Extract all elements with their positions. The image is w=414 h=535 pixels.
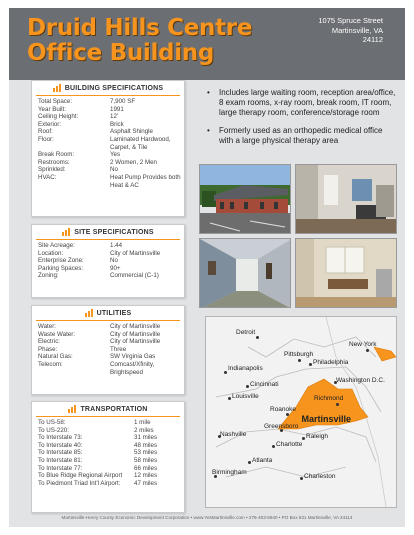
table-row <box>32 166 184 174</box>
spec-value: 1 mile <box>134 419 151 426</box>
table-row <box>32 427 184 435</box>
city-dot <box>298 359 301 362</box>
utilities-heading: UTILITIES <box>96 309 132 317</box>
spec-label: To US-58: <box>38 419 66 426</box>
building-specs-heading: BUILDING SPECIFICATIONS <box>64 84 164 92</box>
city-dot <box>336 403 339 406</box>
divider <box>36 239 180 240</box>
flyer-page <box>9 8 405 527</box>
regional-map <box>205 316 397 508</box>
spec-value: 12' <box>110 113 119 121</box>
bullet-text: Formerly used as an orthopedic medical office with a large physical therapy area <box>219 126 383 145</box>
table-row <box>32 465 184 473</box>
spec-value: 2 miles <box>134 426 154 434</box>
spec-label: Enterprise Zone: <box>38 257 84 265</box>
address-line-3: 24112 <box>362 35 383 44</box>
city-label-charleston: Charleston <box>304 473 336 480</box>
transportation-card <box>31 401 185 513</box>
table-row <box>32 136 184 151</box>
address-line-2: Martinsville, VA <box>331 25 383 35</box>
building-specs-card <box>31 80 185 217</box>
spec-value: 7,900 SF <box>110 98 136 105</box>
transportation-header <box>32 402 184 416</box>
spec-label: Floor: <box>38 135 54 143</box>
spec-label: To US-220: <box>38 426 69 434</box>
city-dot <box>286 413 289 416</box>
interior-office-photo <box>295 164 397 234</box>
bar-chart-icon <box>68 405 76 413</box>
table-row <box>32 338 184 346</box>
spec-value: 48 miles <box>134 441 158 449</box>
table-row <box>32 257 184 265</box>
table-row <box>32 151 184 159</box>
site-specs-heading: SITE SPECIFICATIONS <box>74 228 154 236</box>
header-banner <box>9 8 405 80</box>
city-label-richmond: Richmond <box>314 395 344 402</box>
utilities-table <box>32 323 184 376</box>
spec-label: Sprinkled: <box>38 166 66 174</box>
spec-value: Commercial (C-1) <box>110 272 159 280</box>
spec-label: To Blue Ridge Regional Airport <box>38 472 123 480</box>
city-dot <box>366 349 369 352</box>
table-row <box>32 331 184 339</box>
city-label-cincinnati: Cincinnati <box>250 381 279 388</box>
spec-label: Site Acreage: <box>38 242 75 249</box>
city-dot <box>248 461 251 464</box>
city-dot <box>224 371 227 374</box>
spec-label: Natural Gas: <box>38 353 73 361</box>
spec-value: Comcast/Xfinity, Brightspeed <box>110 360 155 376</box>
address-line-1: 1075 Spruce Street <box>318 16 383 25</box>
spec-label: To Interstate 40: <box>38 441 83 449</box>
list-item <box>207 126 397 146</box>
city-dot <box>228 397 231 400</box>
site-specs-table <box>32 242 184 280</box>
divider <box>36 416 180 417</box>
spec-value: 66 miles <box>134 464 158 472</box>
spec-value: City of Martinsville <box>110 330 161 338</box>
spec-value: 53 miles <box>134 449 158 457</box>
building-exterior-photo <box>199 164 291 234</box>
city-label-greensboro: Greensboro <box>264 423 299 430</box>
spec-label: Exterior: <box>38 120 62 128</box>
bar-chart-icon <box>85 309 93 317</box>
spec-label: Water: <box>38 323 56 330</box>
spec-value: 1.44 <box>110 242 123 249</box>
transportation-table <box>32 419 184 487</box>
city-label-raleigh: Raleigh <box>306 433 329 440</box>
site-specs-header <box>32 225 184 239</box>
city-dot <box>300 477 303 480</box>
city-label-atlanta: Atlanta <box>252 457 273 464</box>
footer-contact: Martinsville-Henry County Economic Development Corporation • www.YesMartinsville.com • 276-403-5940 • PO Box 631 Martinsville, VA 24114 <box>61 515 353 520</box>
table-row <box>32 250 184 258</box>
table-row <box>32 346 184 354</box>
spec-value: No <box>110 166 118 174</box>
list-item <box>207 88 397 118</box>
spec-label: To Interstate 81: <box>38 456 83 464</box>
city-label-philadelphia: Philadelphia <box>313 359 349 366</box>
spec-value: Asphalt Shingle <box>110 128 153 136</box>
spec-label: Waste Water: <box>38 330 76 338</box>
spec-value: 31 miles <box>134 434 158 442</box>
spec-label: To Interstate 77: <box>38 464 83 472</box>
table-row <box>32 106 184 114</box>
spec-label: Electric: <box>38 338 61 346</box>
star-icon: ✸ <box>294 414 302 424</box>
spec-value: SW Virginia Gas <box>110 353 156 361</box>
spec-label: Zoning: <box>38 272 59 280</box>
table-row <box>32 442 184 450</box>
spec-value: 2 Women, 2 Men <box>110 158 158 166</box>
bullet-text: Includes large waiting room, reception area/office, 8 exam rooms, x-ray room, break room, IT room, large therapy room, conference/storage room <box>219 88 396 117</box>
city-label-louisville: Louisville <box>232 393 259 400</box>
spec-label: Parking Spaces: <box>38 264 84 272</box>
spec-label: Location: <box>38 249 64 257</box>
martinsville-logo-text: Martinsville <box>301 414 352 424</box>
table-row <box>32 480 184 488</box>
feature-bullets <box>207 88 397 154</box>
building-specs-table <box>32 98 184 189</box>
transportation-heading: TRANSPORTATION <box>80 405 148 413</box>
table-row <box>32 449 184 457</box>
spec-label: HVAC: <box>38 173 57 181</box>
city-label-indianapolis: Indianapolis <box>228 365 263 372</box>
page-title <box>27 16 252 66</box>
spec-label: Break Room: <box>38 151 75 159</box>
table-row <box>32 457 184 465</box>
utilities-card <box>31 305 185 395</box>
spec-value: Heat Pump Provides both Heat & AC <box>110 173 181 189</box>
city-label-detroit: Detroit <box>236 329 256 336</box>
title-line-2: Office Building <box>27 40 215 66</box>
table-row <box>32 272 184 280</box>
spec-value: 47 miles <box>134 479 158 487</box>
spec-value: Three <box>110 345 127 353</box>
spec-label: Restrooms: <box>38 158 70 166</box>
spec-label: Ceiling Height: <box>38 113 79 121</box>
spec-value: Brick <box>110 120 124 128</box>
city-label-charlotte: Charlotte <box>276 441 303 448</box>
spec-label: Phase: <box>38 345 58 353</box>
table-row <box>32 419 184 427</box>
utilities-header <box>32 306 184 320</box>
divider <box>36 320 180 321</box>
table-row <box>32 128 184 136</box>
city-dot <box>272 445 275 448</box>
table-row <box>32 323 184 331</box>
building-specs-header <box>32 81 184 95</box>
table-row <box>32 353 184 361</box>
spec-label: To Interstate 85: <box>38 449 83 457</box>
spec-value: City of Martinsville <box>110 338 161 346</box>
table-row <box>32 434 184 442</box>
spec-value: Yes <box>110 151 121 159</box>
spec-label: Telecom: <box>38 360 63 368</box>
spec-value: City of Martinsville <box>110 323 161 330</box>
city-dot <box>302 437 305 440</box>
spec-label: Roof: <box>38 128 53 136</box>
bullet-icon: • <box>207 126 210 135</box>
city-dot <box>246 385 249 388</box>
bar-chart-icon <box>53 84 61 92</box>
bar-chart-icon <box>62 228 70 236</box>
table-row <box>32 121 184 129</box>
spec-label: To Piedmont Triad Int'l Airport: <box>38 479 121 487</box>
hallway-photo <box>199 238 291 308</box>
city-label-roanoke: Roanoke <box>270 406 297 413</box>
table-row <box>32 113 184 121</box>
divider <box>36 95 180 96</box>
bullet-icon: • <box>207 88 210 97</box>
title-line-1: Druid Hills Centre <box>27 15 253 41</box>
table-row <box>32 361 184 376</box>
spec-value: City of Martinsville <box>110 249 161 257</box>
city-label-nashville: Nashville <box>220 431 247 438</box>
city-dot <box>309 363 312 366</box>
spec-value: 12 miles <box>134 472 158 480</box>
table-row <box>32 265 184 273</box>
exam-room-photo <box>295 238 397 308</box>
spec-value: 90+ <box>110 264 121 272</box>
city-label-birmingham: Birmingham <box>212 469 247 476</box>
address-block <box>318 16 383 45</box>
city-label-pittsburgh: Pittsburgh <box>284 351 314 358</box>
city-label-washington: Washington D.C. <box>336 377 385 384</box>
table-row <box>32 174 184 189</box>
spec-value: No <box>110 257 118 265</box>
city-dot <box>256 336 259 339</box>
spec-label: To Interstate 73: <box>38 434 83 442</box>
table-row <box>32 98 184 106</box>
table-row <box>32 472 184 480</box>
spec-value: 1991 <box>110 105 124 113</box>
city-label-new-york: New York <box>349 341 377 348</box>
spec-label: Year Built: <box>38 105 66 113</box>
spec-label: Total Space: <box>38 98 73 105</box>
spec-value: 58 miles <box>134 456 158 464</box>
spec-value: Laminated Hardwood, Carpet, & Tile <box>110 135 171 151</box>
martinsville-logo <box>294 414 351 425</box>
table-row <box>32 159 184 167</box>
table-row <box>32 242 184 250</box>
site-specs-card <box>31 224 185 298</box>
